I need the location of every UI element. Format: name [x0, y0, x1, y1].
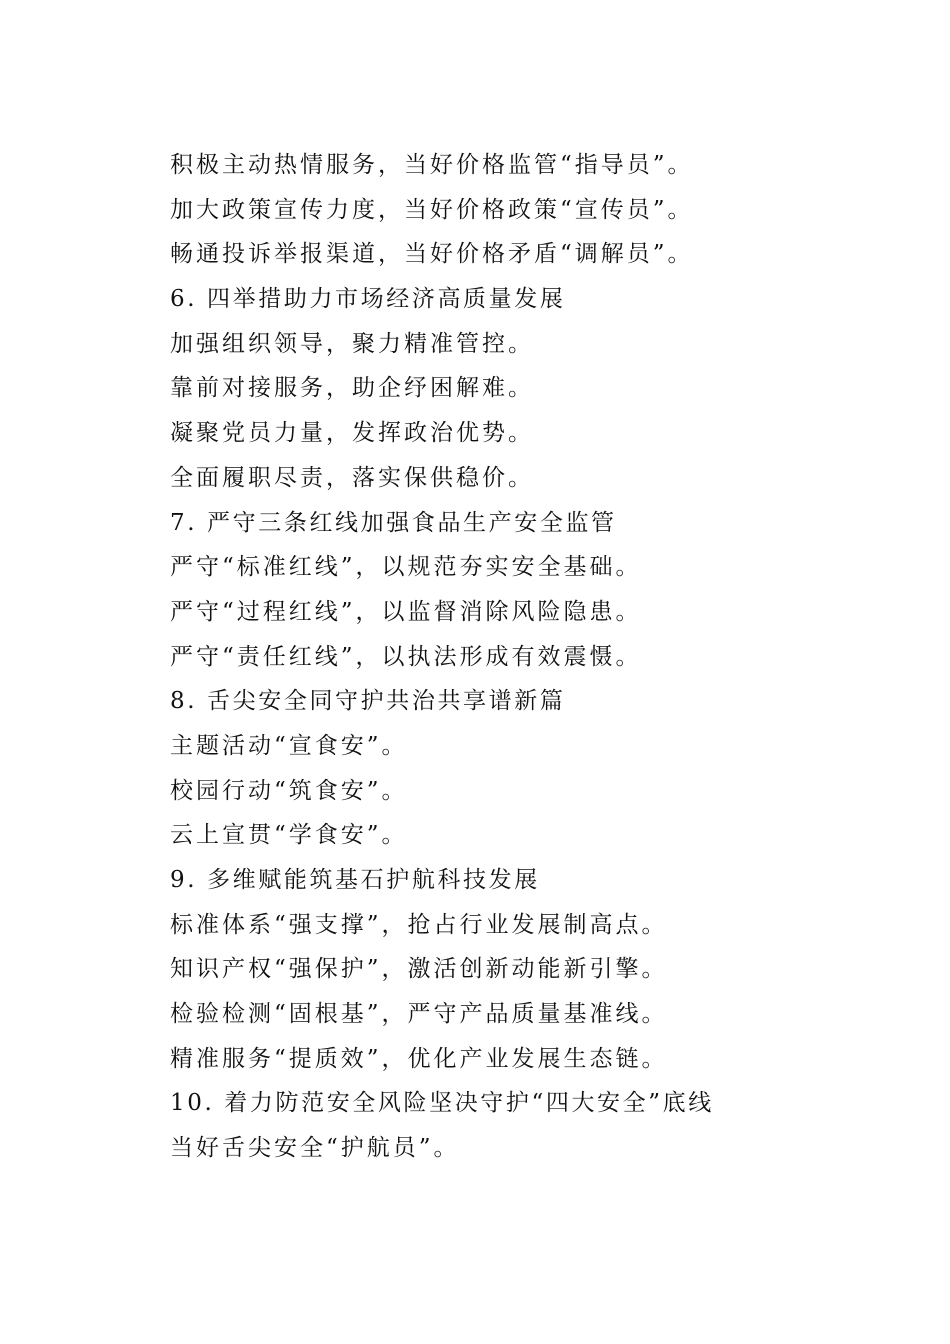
body-line: 标准体系“强支撑”，抢占行业发展制高点。 [170, 911, 668, 938]
body-line: 知识产权“强保护”，激活创新动能新引擎。 [170, 956, 668, 983]
body-line: 当好舌尖安全“护航员”。 [170, 1135, 460, 1162]
body-line: 畅通投诉举报渠道，当好价格矛盾“调解员”。 [170, 241, 694, 268]
body-line: 全面履职尽责，落实保供稳价。 [170, 464, 534, 491]
section-heading: 9. 多维赋能筑基石护航科技发展 [170, 867, 540, 893]
body-line: 校园行动“筑食安”。 [170, 777, 408, 804]
section-heading: 10. 着力防范安全风险坚决守护“四大安全”底线 [170, 1090, 714, 1117]
body-line: 云上宣贯“学食安”。 [170, 822, 408, 849]
body-line: 凝聚党员力量，发挥政治优势。 [170, 420, 534, 447]
body-line: 加强组织领导，聚力精准管控。 [170, 330, 534, 357]
body-line: 严守“责任红线”，以执法形成有效震慑。 [170, 643, 642, 670]
body-line: 积极主动热情服务，当好价格监管“指导员”。 [170, 152, 694, 178]
body-line: 精准服务“提质效”，优化产业发展生态链。 [170, 1045, 668, 1072]
body-line: 靠前对接服务，助企纾困解难。 [170, 375, 534, 402]
body-line: 严守“过程红线”，以监督消除风险隐患。 [170, 598, 642, 625]
document-body [170, 143, 870, 1171]
section-heading: 8. 舌尖安全同守护共治共享谱新篇 [170, 688, 566, 715]
section-heading: 7. 严守三条红线加强食品生产安全监管 [170, 509, 617, 536]
section-heading: 6. 四举措助力市场经济高质量发展 [170, 286, 566, 313]
body-line: 检验检测“固根基”，严守产品质量基准线。 [170, 1001, 668, 1028]
body-line: 严守“标准红线”，以规范夯实安全基础。 [170, 554, 642, 581]
body-line: 加大政策宣传力度，当好价格政策“宣传员”。 [170, 196, 694, 223]
body-line: 主题活动“宣食安”。 [170, 732, 408, 759]
